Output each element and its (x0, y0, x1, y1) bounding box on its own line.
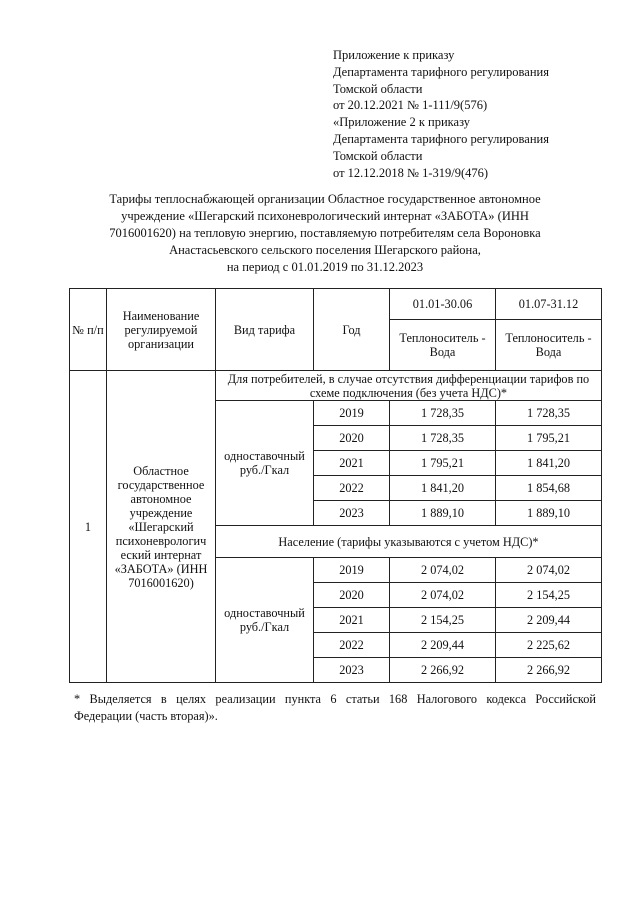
tariff-value-h2: 1 728,35 (496, 401, 602, 426)
tariff-value-h1: 2 209,44 (390, 633, 496, 658)
tariff-type-cell: одноставочный руб./Гкал (216, 401, 314, 526)
tariff-table (69, 288, 602, 683)
header-tariff-type: Вид тарифа (216, 289, 314, 371)
title-line: на период с 01.01.2019 по 31.12.2023 (226, 260, 424, 274)
year-cell: 2021 (314, 451, 390, 476)
year-cell: 2022 (314, 633, 390, 658)
tariff-value-h1: 1 728,35 (390, 401, 496, 426)
header-line: Томской области (333, 148, 423, 163)
tariff-value-h1: 1 889,10 (390, 501, 496, 526)
tariff-type-cell: одноставочный руб./Гкал (216, 558, 314, 683)
title-line: Тарифы теплоснабжающей организации Областное государственное автономное (109, 192, 541, 206)
tariff-value-h1: 1 728,35 (390, 426, 496, 451)
tariff-value-h2: 1 841,20 (496, 451, 602, 476)
header-line: Томской области (333, 81, 423, 96)
year-cell: 2020 (314, 426, 390, 451)
footnote-line: * Выделяется в целях реализации пункта 6 статьи 168 Налогового кодекса Российской (74, 692, 596, 706)
year-cell: 2021 (314, 608, 390, 633)
tariff-value-h2: 1 795,21 (496, 426, 602, 451)
row-number: 1 (70, 371, 107, 683)
title-line: Анастасьевского сельского поселения Шегарского района, (169, 243, 481, 257)
tariff-value-h1: 2 074,02 (390, 583, 496, 608)
header-line: Приложение к приказу (333, 48, 455, 62)
header-carrier-1: Теплоноситель - Вода (390, 320, 496, 371)
tariff-value-h2: 2 074,02 (496, 558, 602, 583)
header-line: Департамента тарифного регулирования (333, 64, 549, 79)
header-period-1: 01.01-30.06 (390, 289, 496, 320)
tariff-value-h2: 1 889,10 (496, 501, 602, 526)
tariff-value-h2: 2 266,92 (496, 658, 602, 683)
year-cell: 2019 (314, 401, 390, 426)
header-num: № п/п (70, 289, 107, 371)
header-period-2: 01.07-31.12 (496, 289, 602, 320)
tariff-value-h2: 2 225,62 (496, 633, 602, 658)
header-line: Департамента тарифного регулирования (333, 131, 549, 146)
title-line: учреждение «Шегарский психоневрологический интернат «ЗАБОТА» (ИНН (121, 209, 529, 223)
tariff-value-h2: 1 854,68 (496, 476, 602, 501)
tariff-value-h2: 2 154,25 (496, 583, 602, 608)
year-cell: 2019 (314, 558, 390, 583)
tariff-value-h1: 2 266,92 (390, 658, 496, 683)
header-line: от 20.12.2021 № 1-111/9(576) (333, 98, 488, 113)
year-cell: 2022 (314, 476, 390, 501)
organization-name: Областное государственное автономное учреждение «Шегарский психоневрологич еский интернат «ЗАБОТА» (ИНН 7016001620) (107, 371, 216, 683)
section-label-consumers: Для потребителей, в случае отсутствия дифференциации тарифов по схеме подключения (без учета НДС)* (216, 371, 602, 401)
header-line: «Приложение 2 к приказу (333, 115, 471, 130)
tariff-value-h1: 1 795,21 (390, 451, 496, 476)
tariff-value-h1: 1 841,20 (390, 476, 496, 501)
tariff-value-h1: 2 154,25 (390, 608, 496, 633)
tariff-value-h2: 2 209,44 (496, 608, 602, 633)
footnote-line: Федерации (часть вторая)». (74, 709, 218, 723)
document-title (60, 191, 590, 276)
header-year: Год (314, 289, 390, 371)
year-cell: 2023 (314, 501, 390, 526)
year-cell: 2020 (314, 583, 390, 608)
year-cell: 2023 (314, 658, 390, 683)
tariff-value-h1: 2 074,02 (390, 558, 496, 583)
title-line: 7016001620) на тепловую энергию, поставляемую потребителям села Вороновка (109, 226, 541, 240)
header-line: от 12.12.2018 № 1-319/9(476) (333, 165, 489, 180)
footnote (74, 691, 596, 725)
section-label-population: Население (тарифы указываются с учетом НДС)* (216, 526, 602, 558)
header-carrier-2: Теплоноситель - Вода (496, 320, 602, 371)
header-org-name: Наименование регулируемой организации (107, 289, 216, 371)
order-appendix-header (333, 47, 623, 181)
